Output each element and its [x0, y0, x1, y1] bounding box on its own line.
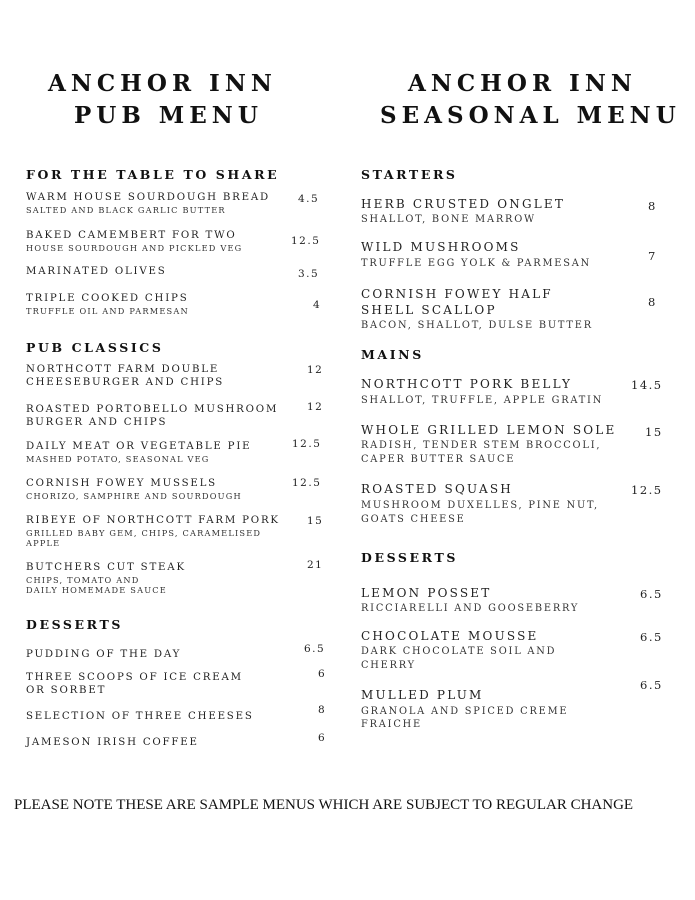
- menu-item-desc: GRANOLA AND SPICED CREME: [361, 706, 569, 717]
- menu-item-desc: CAPER BUTTER SAUCE: [361, 454, 516, 465]
- menu-item-desc: APPLE: [26, 538, 61, 548]
- section-heading-mains: MAINS: [361, 347, 424, 362]
- menu-item-price: 8: [318, 704, 327, 716]
- menu-item-price: 3.5: [298, 268, 320, 280]
- menu-item-name: CORNISH FOWEY HALF: [361, 287, 553, 301]
- menu-item-price: 21: [307, 559, 324, 571]
- menu-item-desc: GOATS CHEESE: [361, 514, 466, 525]
- menu-item-price: 8: [648, 295, 657, 309]
- menu-item-price: 7: [648, 249, 657, 263]
- menu-item-desc: TRUFFLE EGG YOLK & PARMESAN: [361, 258, 592, 269]
- menu-item-price: 14.5: [631, 378, 663, 392]
- menu-item-name: WARM HOUSE SOURDOUGH BREAD: [26, 192, 271, 203]
- menu-item-price: 4: [313, 299, 322, 311]
- menu-item-name: PUDDING OF THE DAY: [26, 649, 182, 660]
- menu-item-desc: RADISH, TENDER STEM BROCCOLI,: [361, 440, 602, 451]
- menu-item-desc: SALTED AND BLACK GARLIC BUTTER: [26, 205, 226, 215]
- pub-menu-title-line2: PUB MENU: [74, 102, 263, 129]
- menu-item-name: THREE SCOOPS OF ICE CREAM: [26, 672, 243, 683]
- menu-item-name: ROASTED SQUASH: [361, 482, 513, 496]
- menu-item-desc: FRAICHE: [361, 719, 422, 730]
- menu-item-price: 4.5: [298, 193, 320, 205]
- menu-item-name: CHOCOLATE MOUSSE: [361, 629, 539, 643]
- menu-item-price: 6.5: [640, 587, 663, 601]
- menu-item-price: 15: [307, 515, 324, 527]
- menu-item-price: 6.5: [640, 630, 663, 644]
- menu-item-name: TRIPLE COOKED CHIPS: [26, 293, 189, 304]
- menu-item-name: NORTHCOTT PORK BELLY: [361, 377, 573, 391]
- menu-item-name: RIBEYE OF NORTHCOTT FARM PORK: [26, 515, 280, 526]
- menu-item-desc: RICCIARELLI AND GOOSEBERRY: [361, 603, 580, 614]
- menu-item-desc: DAILY HOMEMADE SAUCE: [26, 585, 167, 595]
- section-heading-desserts-left: DESSERTS: [26, 617, 123, 632]
- menu-item-name: WHOLE GRILLED LEMON SOLE: [361, 423, 617, 437]
- menu-item-desc: SHALLOT, TRUFFLE, APPLE GRATIN: [361, 395, 604, 406]
- menu-item-price: 8: [648, 199, 657, 213]
- menu-item-price: 6.5: [640, 678, 663, 692]
- section-heading-classics: PUB CLASSICS: [26, 340, 164, 355]
- menu-item-name: BURGER AND CHIPS: [26, 417, 168, 428]
- menu-item-desc: MASHED POTATO, SEASONAL VEG: [26, 454, 210, 464]
- menu-item-desc: TRUFFLE OIL AND PARMESAN: [26, 306, 189, 316]
- footer-note: PLEASE NOTE THESE ARE SAMPLE MENUS WHICH ARE SUBJECT TO REGULAR CHANGE: [14, 797, 634, 813]
- section-heading-desserts-right: DESSERTS: [361, 550, 458, 565]
- menu-item-price: 12.5: [631, 483, 663, 497]
- menu-item-name: LEMON POSSET: [361, 586, 492, 600]
- menu-item-desc: BACON, SHALLOT, DULSE BUTTER: [361, 320, 593, 331]
- menu-item-desc: GRILLED BABY GEM, CHIPS, CARAMELISED: [26, 528, 262, 538]
- menu-item-desc: SHALLOT, BONE MARROW: [361, 214, 536, 225]
- menu-item-name: BAKED CAMEMBERT FOR TWO: [26, 230, 237, 241]
- menu-item-price: 12.5: [292, 477, 322, 489]
- menu-item-price: 12: [307, 364, 324, 376]
- menu-item-name: NORTHCOTT FARM DOUBLE: [26, 364, 220, 375]
- menu-item-name: HERB CRUSTED ONGLET: [361, 197, 566, 211]
- menu-item-name: MARINATED OLIVES: [26, 266, 167, 277]
- menu-item-desc: DARK CHOCOLATE SOIL AND: [361, 646, 557, 657]
- menu-item-name: DAILY MEAT OR VEGETABLE PIE: [26, 441, 252, 452]
- menu-item-desc: CHORIZO, SAMPHIRE AND SOURDOUGH: [26, 491, 242, 501]
- menu-item-price: 6: [318, 732, 327, 744]
- section-heading-share: FOR THE TABLE TO SHARE: [26, 167, 280, 182]
- menu-item-desc: CHIPS, TOMATO AND: [26, 575, 140, 585]
- menu-item-price: 12.5: [291, 235, 321, 247]
- menu-item-desc: CHERRY: [361, 660, 416, 671]
- menu-item-price: 6: [318, 668, 327, 680]
- menu-item-name: SHELL SCALLOP: [361, 303, 497, 317]
- menu-item-name: CHEESEBURGER AND CHIPS: [26, 377, 225, 388]
- section-heading-starters: STARTERS: [361, 167, 458, 182]
- menu-item-name: OR SORBET: [26, 685, 107, 696]
- menu-item-name: MULLED PLUM: [361, 688, 484, 702]
- seasonal-menu-title-line1: ANCHOR INN: [408, 70, 637, 97]
- menu-item-name: JAMESON IRISH COFFEE: [26, 737, 199, 748]
- pub-menu-title-line1: ANCHOR INN: [48, 70, 277, 97]
- menu-item-desc: HOUSE SOURDOUGH AND PICKLED VEG: [26, 243, 243, 253]
- menu-item-price: 12: [307, 401, 324, 413]
- seasonal-menu-title-line2: SEASONAL MENU: [380, 102, 681, 129]
- menu-item-name: SELECTION OF THREE CHEESES: [26, 711, 254, 722]
- menu-item-name: BUTCHERS CUT STEAK: [26, 562, 186, 573]
- menu-item-price: 6.5: [304, 643, 326, 655]
- menu-item-name: ROASTED PORTOBELLO MUSHROOM: [26, 404, 279, 415]
- menu-item-name: WILD MUSHROOMS: [361, 240, 521, 254]
- menu-item-price: 12.5: [292, 438, 322, 450]
- menu-item-price: 15: [645, 425, 663, 439]
- menu-item-name: CORNISH FOWEY MUSSELS: [26, 478, 217, 489]
- menu-item-desc: MUSHROOM DUXELLES, PINE NUT,: [361, 500, 599, 511]
